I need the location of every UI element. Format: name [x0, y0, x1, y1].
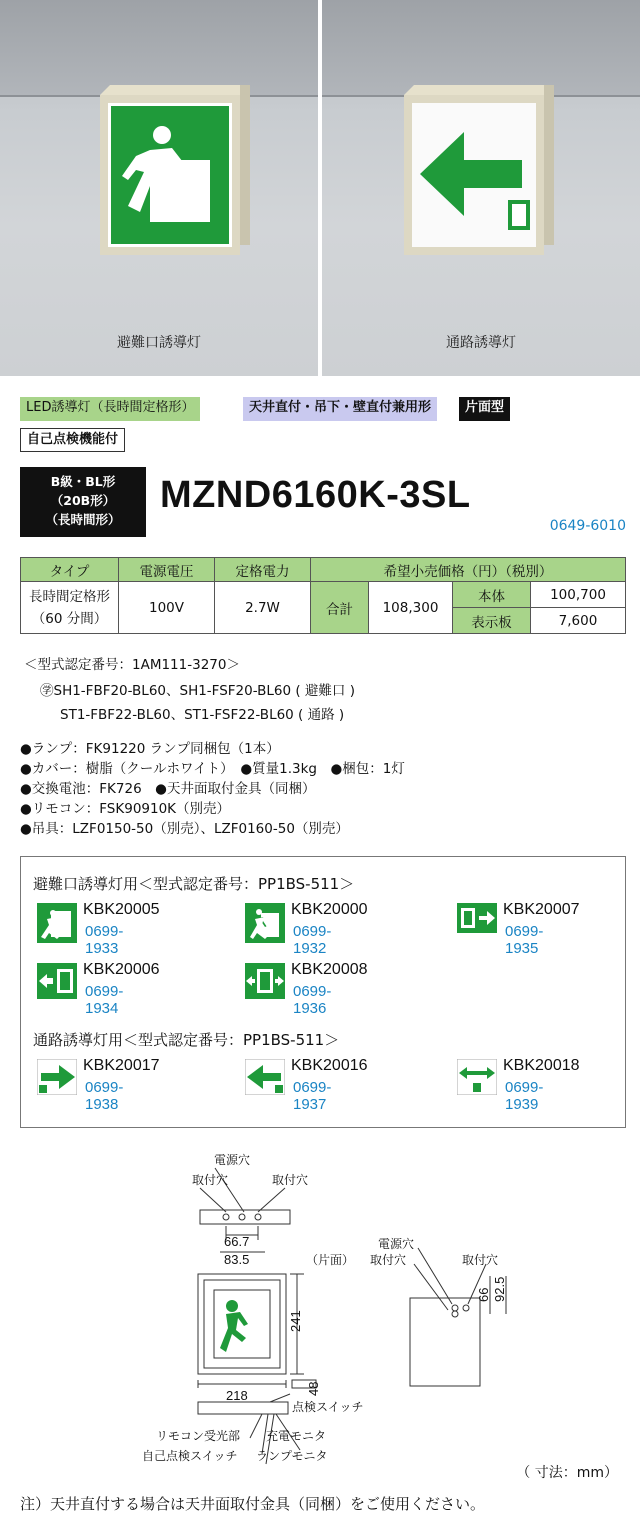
- cell-total-label: 合計: [311, 582, 369, 634]
- exit-door-left-icon: [37, 903, 77, 943]
- exit-arrow-left-icon: [37, 963, 77, 999]
- side-tag: 片面型: [459, 397, 510, 421]
- passage-light-fixture-icon: [322, 0, 640, 280]
- product-code: 0649-6010: [549, 518, 626, 534]
- arrow-right-icon: [37, 1059, 77, 1095]
- dim-66: 66: [476, 1287, 491, 1302]
- dim-66-7: 66.7: [224, 1234, 250, 1249]
- class-line-1: B級・BL形: [50, 474, 116, 489]
- label-self-check-switch: 自己点検スイッチ: [142, 1449, 238, 1463]
- photo-passage-light: [322, 0, 640, 376]
- dim-83-5: 83.5: [224, 1252, 250, 1267]
- label-mount-hole-left: 取付穴: [192, 1173, 229, 1187]
- exit-light-fixture-icon: [0, 0, 318, 280]
- accessory-panel: 避難口誘導灯用＜型式認定番号：PP1BS-511＞ KBK20005 0699-1933 KBK20000 0699-1932 KBK20007 0699-1935 KBK20006 0699-1934 KBK20008 0699-1936 通路誘導灯用＜型式認定番号：PP1BS-511＞ KBK20017 0699-1938 KBK20016 0699-1937 KBK20018 0699-1939: [20, 856, 626, 1128]
- exit-arrow-both-icon: [245, 963, 285, 999]
- class-line-3: （長時間形）: [45, 512, 121, 527]
- cell-panel-price: 7,600: [531, 608, 626, 634]
- class-box: [20, 467, 146, 537]
- cert-line-2: ST1-FBF22-BL60、ST1-FSF22-BL60 ( 通路 ): [60, 707, 345, 723]
- cert-title: ＜型式認定番号：1AM111-3270＞: [24, 657, 240, 673]
- feature-remote: ●リモコン：FSK90910K（別売）: [20, 801, 231, 817]
- unit-note: （ 寸法：mm）: [516, 1465, 618, 1481]
- header-voltage: 電源電圧: [119, 558, 215, 582]
- header-price: 希望小売価格（円）（税別）: [311, 558, 626, 582]
- exit-accessory-title: 避難口誘導灯用＜型式認定番号：PP1BS-511＞: [33, 875, 355, 893]
- feature-cover: ●カバー：樹脂（クールホワイト） ●質量1.3kg ●梱包：1灯: [20, 761, 405, 777]
- dim-241: 241: [288, 1310, 303, 1332]
- feature-hanger: ●吊具：LZF0150-50（別売）、LZF0160-50（別売）: [20, 821, 349, 837]
- feature-battery: ●交換電池：FK726 ●天井面取付金具（同梱）: [20, 781, 316, 797]
- header-power: 定格電力: [215, 558, 311, 582]
- cell-body-label: 本体: [453, 582, 531, 608]
- passage-accessory-title: 通路誘導灯用＜型式認定番号：PP1BS-511＞: [33, 1031, 340, 1049]
- cell-type: 長時間定格形 （60 分間）: [21, 582, 119, 634]
- label-mount-hole-right: 取付穴: [272, 1173, 309, 1187]
- cell-total: 108,300: [369, 582, 453, 634]
- self-check-tag: 自己点検機能付: [20, 428, 125, 452]
- cell-body-price: 100,700: [531, 582, 626, 608]
- mount-tag: 天井直付・吊下・壁直付兼用形: [243, 397, 437, 421]
- header-type: タイプ: [21, 558, 119, 582]
- arrow-both-icon: [457, 1059, 497, 1095]
- arrow-left-icon: [245, 1059, 285, 1095]
- type-tag: LED誘導灯（長時間定格形）: [20, 397, 200, 421]
- label-mount-hole-side-left: 取付穴: [370, 1253, 407, 1267]
- spec-table: [20, 557, 626, 634]
- class-line-2: （20B形）: [50, 493, 116, 508]
- footnote: 注）天井直付する場合は天井面取付金具（同梱）をご使用ください。: [20, 1495, 486, 1513]
- dim-92-5: 92.5: [492, 1276, 507, 1302]
- label-check-switch: 点検スイッチ: [292, 1400, 364, 1414]
- feature-lamp: ●ランプ：FK91220 ランプ同梱包（1本）: [20, 741, 280, 757]
- exit-arrow-right-icon: [457, 903, 497, 933]
- label-lamp-monitor: ランプモニタ: [256, 1449, 328, 1463]
- dim-218: 218: [226, 1388, 248, 1403]
- label-power-hole: 電源穴: [214, 1153, 251, 1167]
- label-remote-receiver: リモコン受光部: [156, 1429, 241, 1443]
- dim-48: 48: [306, 1381, 321, 1396]
- exit-door-right-icon: [245, 903, 285, 943]
- label-mount-hole-side-right: 取付穴: [462, 1253, 499, 1267]
- photo-caption-exit: 避難口誘導灯: [117, 335, 201, 351]
- cell-panel-label: 表示板: [453, 608, 531, 634]
- cell-power: 2.7W: [215, 582, 311, 634]
- cell-voltage: 100V: [119, 582, 215, 634]
- dimension-drawing: [0, 1148, 640, 1478]
- photo-exit-light: [0, 0, 318, 376]
- photo-caption-passage: 通路誘導灯: [446, 335, 516, 351]
- label-power-hole-side: 電源穴: [378, 1237, 415, 1251]
- cert-line-1: ㊫SH1-FBF20-BL60、SH1-FSF20-BL60 ( 避難口 ): [40, 683, 355, 699]
- label-single-side: （片面）: [306, 1253, 355, 1267]
- label-charge-monitor: 充電モニタ: [266, 1429, 327, 1443]
- model-number: MZND6160K-3SL: [160, 474, 471, 516]
